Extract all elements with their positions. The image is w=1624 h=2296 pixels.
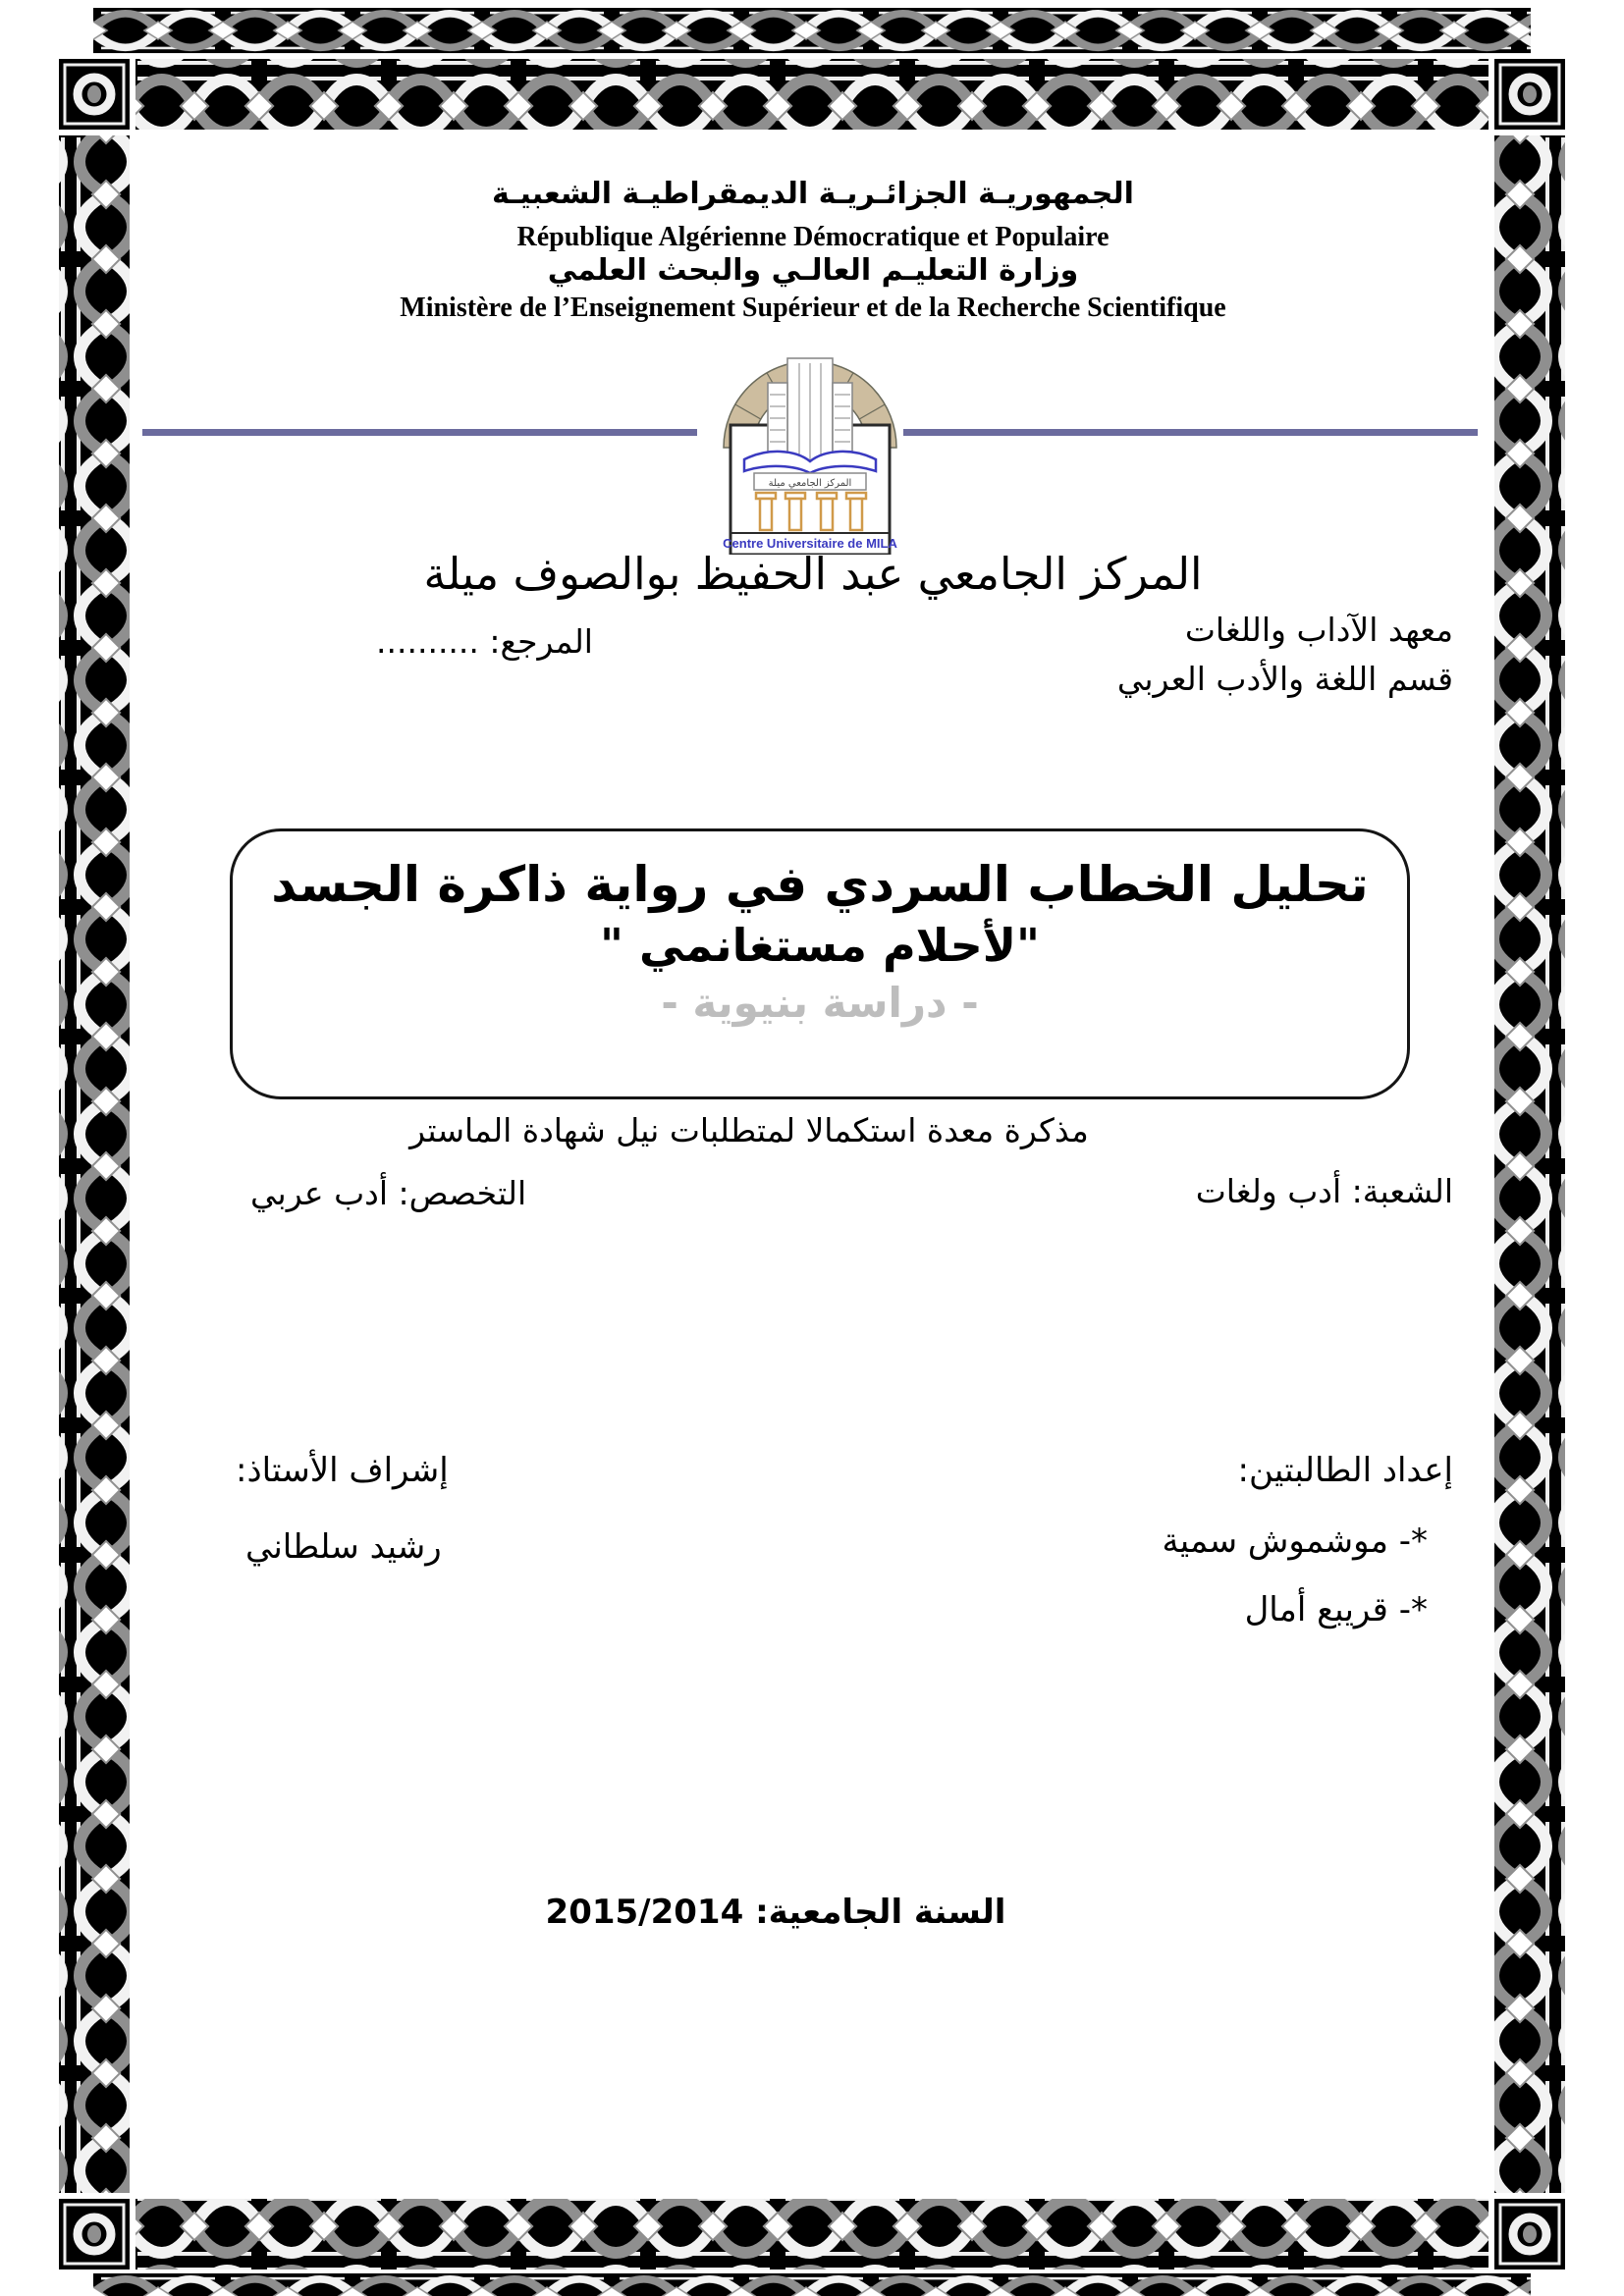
student-name-1: *- موشموش سمية (1162, 1522, 1428, 1561)
student-name-2: *- قريبع أمال (1244, 1590, 1428, 1629)
republic-title-french: République Algérienne Démocratique et Populaire (516, 222, 1110, 252)
thesis-note: مذكرة معدة استكمالا لمتطلبات نيل شهادة الماستر (409, 1111, 1089, 1149)
thesis-title-line3: - دراسة بنيوية - (661, 979, 979, 1027)
separator-line-right (903, 429, 1478, 436)
thesis-title-box (230, 828, 1410, 1099)
academic-year: السنة الجامعية: 2015/2014 (545, 1893, 1006, 1932)
logo-banner-text: المركز الجامعي ميلة (768, 478, 852, 489)
specialty-field: التخصص: أدب عربي (250, 1174, 527, 1212)
branch-field: الشعبة: أدب ولغات (1195, 1172, 1453, 1210)
students-label: إعداد الطالبتين: (1237, 1451, 1453, 1490)
ministry-title-arabic: وزارة التعليـم العالـي والبحث العلمي (547, 253, 1079, 288)
reference-field: المرجع: .......... (376, 622, 593, 661)
institute-name: معهد الآداب واللغات (1184, 611, 1453, 649)
university-center-name: المركز الجامعي عبد الحفيظ بوالصوف ميلة (423, 548, 1203, 600)
thesis-title-line2: "لأحلام مستغانمي " (600, 919, 1040, 972)
supervisor-name: رشيد سلطاني (245, 1527, 442, 1567)
ministry-title-french: Ministère de l’Enseignement Supérieur et de la Recherche Scientifique (400, 293, 1226, 323)
logo-caption: Centre Universitaire de MILA (723, 536, 897, 551)
supervisor-label: إشراف الأستاذ: (236, 1451, 449, 1490)
separator-line-left (142, 429, 697, 436)
thesis-title-line1: تحليل الخطاب السردي في رواية ذاكرة الجسد (271, 856, 1369, 913)
department-name: قسم اللغة والأدب العربي (1116, 660, 1453, 698)
republic-title-arabic: الجمهوريـة الجزائـريـة الديمقراطيـة الشعبيـة (492, 177, 1134, 211)
university-logo (717, 344, 903, 555)
